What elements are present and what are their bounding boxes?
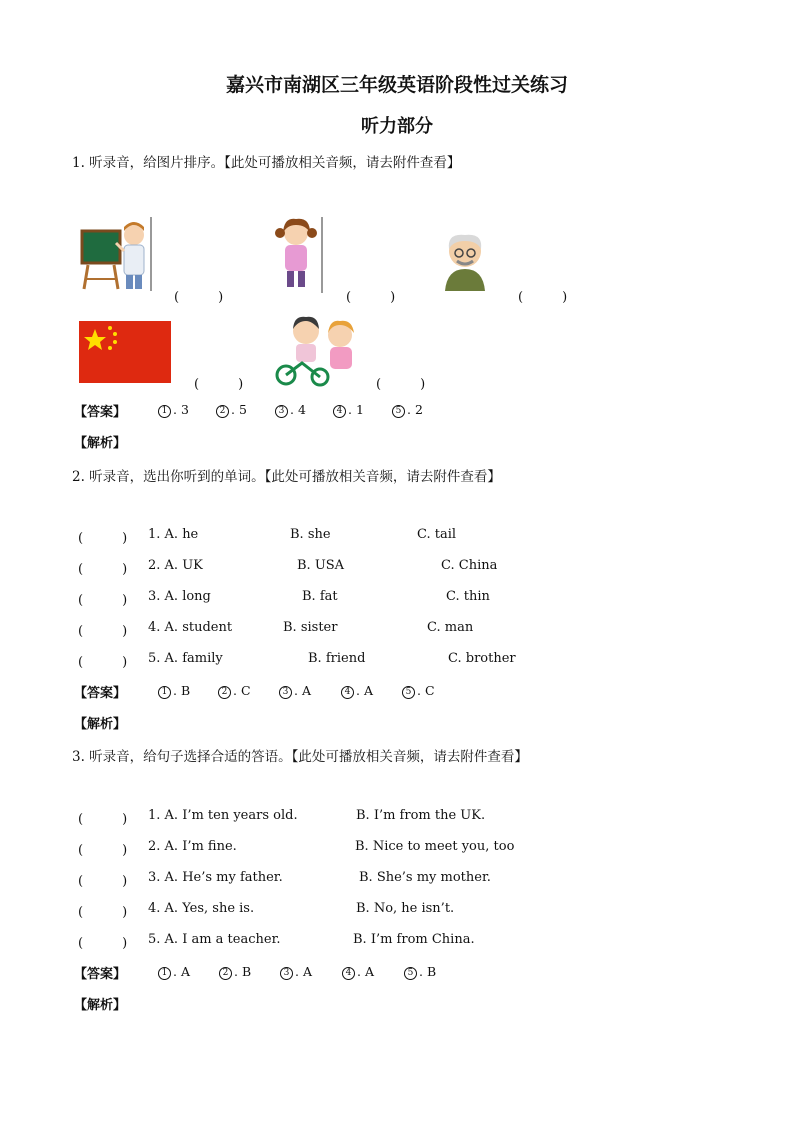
q3-row-1-option-b: B. I’m from the UK. xyxy=(356,808,486,823)
q1-blank-3[interactable]: ( ) xyxy=(518,290,568,305)
q2-row-2-blank[interactable]: ( ) xyxy=(78,562,128,577)
q1-answer-5: 5 . 2 xyxy=(392,402,423,418)
q3-answer-1: 1 . A xyxy=(158,964,190,980)
q3-answer-3: 3 . A xyxy=(280,964,312,980)
q1-blank-2[interactable]: ( ) xyxy=(346,290,396,305)
q2-row-5-option-a: 5. A. family xyxy=(148,651,223,666)
q2-row-4-option-a: 4. A. student xyxy=(148,620,233,635)
q3-row-3-option-a: 3. A. He’s my father. xyxy=(148,870,283,885)
q1-answer-2: 2 . 5 xyxy=(216,402,247,418)
q2-answer-label: 【答案】 xyxy=(74,686,127,701)
q3-row-2-blank[interactable]: ( ) xyxy=(78,843,128,858)
q2-analysis-label: 【解析】 xyxy=(74,717,127,732)
q2-row-3-option-b: B. fat xyxy=(302,589,338,604)
q3-row-2-option-b: B. Nice to meet you, too xyxy=(355,839,515,854)
question-3-stem: 3. 听录音，给句子选择合适的答语。【此处可播放相关音频，请去附件查看】 xyxy=(72,749,528,765)
q2-row-3-option-a: 3. A. long xyxy=(148,589,211,604)
q3-answer-2: 2 . B xyxy=(219,964,251,980)
grandpa-picture xyxy=(435,229,497,291)
q2-row-1-blank[interactable]: ( ) xyxy=(78,531,128,546)
teacher-picture xyxy=(80,217,152,291)
q2-answer-2: 2 . C xyxy=(218,683,251,699)
q2-row-4-blank[interactable]: ( ) xyxy=(78,624,128,639)
q3-analysis-label: 【解析】 xyxy=(74,998,127,1013)
q2-row-4-option-b: B. sister xyxy=(283,620,338,635)
q2-row-1-option-c: C. tail xyxy=(417,527,457,542)
q1-answer-1: 1 . 3 xyxy=(158,402,189,418)
q1-blank-4[interactable]: ( ) xyxy=(194,377,244,392)
q3-row-5-option-a: 5. A. I am a teacher. xyxy=(148,932,281,947)
q3-row-3-option-b: B. She’s my mother. xyxy=(359,870,491,885)
china-flag-picture xyxy=(79,321,171,383)
q2-row-5-option-b: B. friend xyxy=(308,651,366,666)
question-1-stem: 1. 听录音，给图片排序。【此处可播放相关音频，请去附件查看】 xyxy=(72,155,461,171)
q2-answer-4: 4 . A xyxy=(341,683,373,699)
q1-blank-1[interactable]: ( ) xyxy=(174,290,224,305)
q2-row-3-option-c: C. thin xyxy=(446,589,490,604)
q2-row-1-option-b: B. she xyxy=(290,527,331,542)
children-bike-picture xyxy=(272,315,367,387)
q3-row-5-option-b: B. I’m from China. xyxy=(353,932,475,947)
q2-row-4-option-c: C. man xyxy=(427,620,474,635)
q1-answer-4: 4 . 1 xyxy=(333,402,364,418)
q3-row-4-blank[interactable]: ( ) xyxy=(78,905,128,920)
q3-row-3-blank[interactable]: ( ) xyxy=(78,874,128,889)
girl-picture xyxy=(270,217,324,293)
q2-row-2-option-a: 2. A. UK xyxy=(148,558,203,573)
q1-blank-5[interactable]: ( ) xyxy=(376,377,426,392)
q2-answer-3: 3 . A xyxy=(279,683,311,699)
q3-answer-label: 【答案】 xyxy=(74,967,127,982)
q1-analysis-label: 【解析】 xyxy=(74,436,127,451)
q3-row-1-option-a: 1. A. I’m ten years old. xyxy=(148,808,298,823)
q2-answer-1: 1 . B xyxy=(158,683,190,699)
q1-answer-label: 【答案】 xyxy=(74,405,127,420)
q2-answer-5: 5 . C xyxy=(402,683,435,699)
q3-row-1-blank[interactable]: ( ) xyxy=(78,812,128,827)
q3-row-4-option-a: 4. A. Yes, she is. xyxy=(148,901,255,916)
q3-row-4-option-b: B. No, he isn’t. xyxy=(356,901,455,916)
q2-row-2-option-c: C. China xyxy=(441,558,498,573)
q3-answer-4: 4 . A xyxy=(342,964,374,980)
page-title: 嘉兴市南湖区三年级英语阶段性过关练习 xyxy=(225,74,568,96)
q3-row-5-blank[interactable]: ( ) xyxy=(78,936,128,951)
question-2-stem: 2. 听录音，选出你听到的单词。【此处可播放相关音频，请去附件查看】 xyxy=(72,469,501,485)
section-title: 听力部分 xyxy=(361,116,433,137)
q3-row-2-option-a: 2. A. I’m fine. xyxy=(148,839,237,854)
q2-row-1-option-a: 1. A. he xyxy=(148,527,199,542)
q2-row-5-option-c: C. brother xyxy=(448,651,516,666)
q1-answer-3: 3 . 4 xyxy=(275,402,306,418)
q2-row-2-option-b: B. USA xyxy=(297,558,345,573)
q3-answer-5: 5 . B xyxy=(404,964,436,980)
q2-row-5-blank[interactable]: ( ) xyxy=(78,655,128,670)
q2-row-3-blank[interactable]: ( ) xyxy=(78,593,128,608)
